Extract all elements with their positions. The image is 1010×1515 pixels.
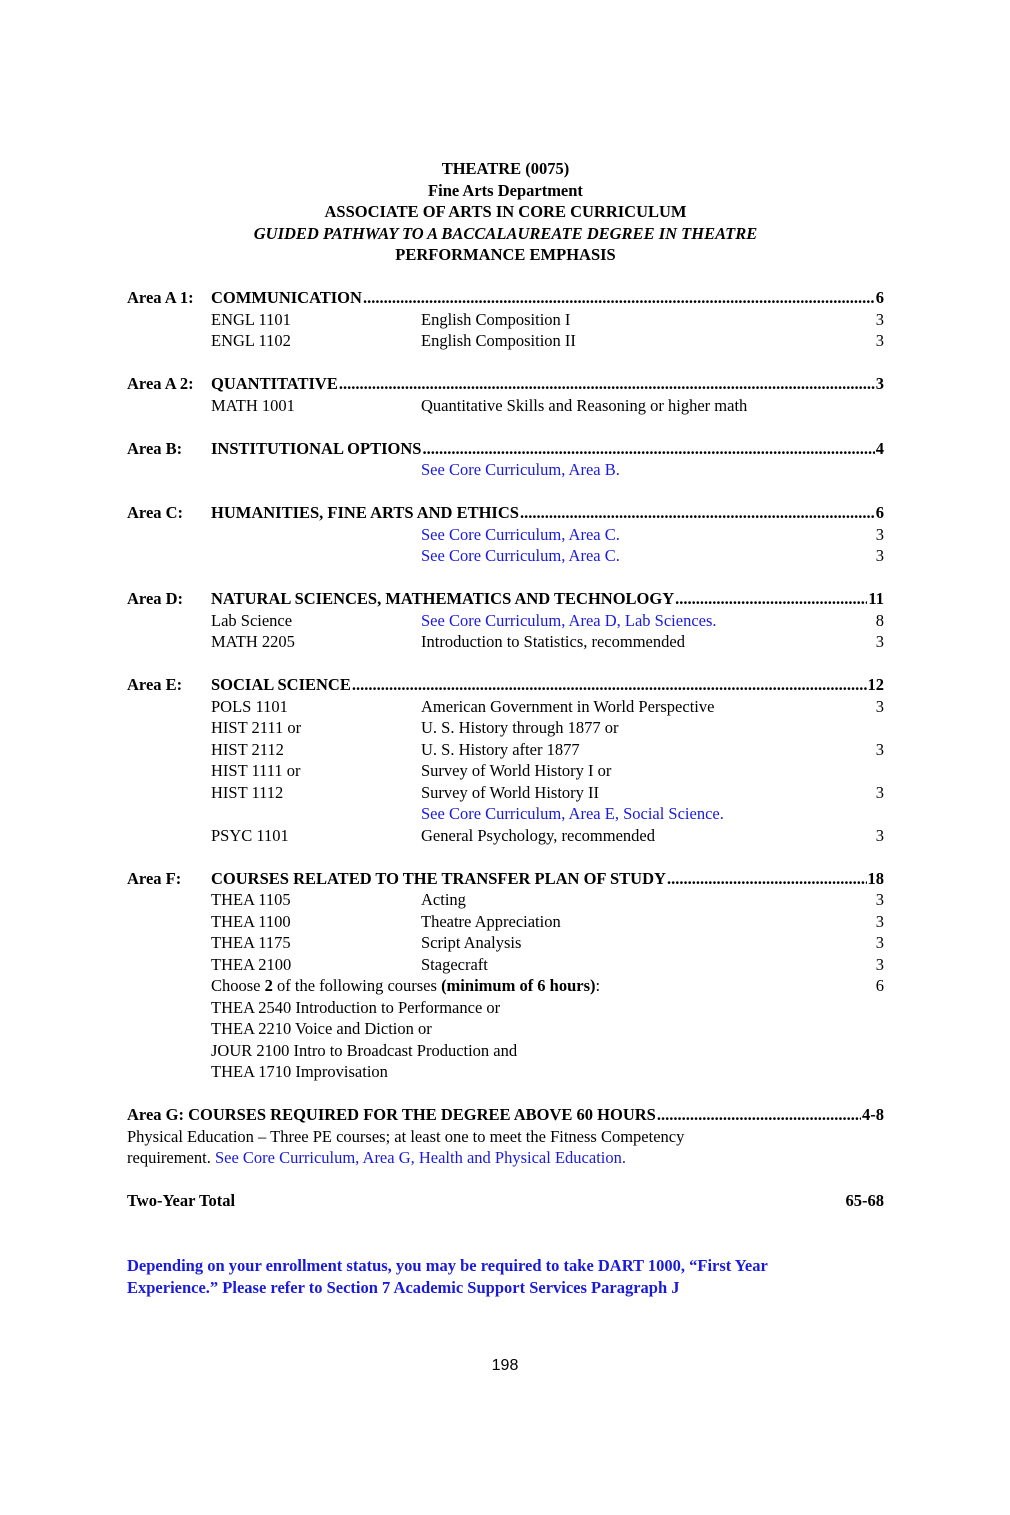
core-curriculum-area-e-link[interactable]: See Core Curriculum, Area E, Social Science. bbox=[421, 804, 724, 823]
area-e-heading: Area E: SOCIAL SCIENCE ..... 12 bbox=[127, 674, 884, 696]
core-curriculum-link-row: See Core Curriculum, Area C. 3 bbox=[421, 524, 884, 544]
area-f-heading: Area F: COURSES RELATED TO THE TRANSFER PLAN OF STUDY ..... 18 bbox=[127, 868, 884, 890]
area-g-heading: Area G: COURSES REQUIRED FOR THE DEGREE ABOVE 60 HOURS ..... 4-8 bbox=[127, 1104, 884, 1126]
area-g-description: Physical Education – Three PE courses; at least one to meet the Fitness Competency bbox=[127, 1126, 685, 1146]
core-curriculum-area-g-link[interactable]: See Core Curriculum, Area G, Health and Physical Education. bbox=[214, 1148, 626, 1167]
option-course: THEA 2210 Voice and Diction or bbox=[211, 1019, 432, 1038]
course-row: ENGL 1102 English Composition II 3 bbox=[211, 331, 884, 350]
header-degree: ASSOCIATE OF ARTS IN CORE CURRICULUM bbox=[324, 202, 687, 221]
course-row: HIST 2111 or U. S. History through 1877 or bbox=[211, 718, 619, 737]
document-header bbox=[127, 158, 884, 266]
option-course: JOUR 2100 Intro to Broadcast Production and bbox=[211, 1040, 518, 1060]
core-curriculum-link-row: See Core Curriculum, Area C. 3 bbox=[421, 546, 884, 565]
area-d-heading: Area D: NATURAL SCIENCES, MATHEMATICS AND TECHNOLOGY ..... 11 bbox=[127, 588, 884, 610]
page-number: 198 bbox=[491, 1357, 519, 1374]
course-row: HIST 1112 Survey of World History II 3 bbox=[211, 782, 884, 802]
course-row: HIST 2112 U. S. History after 1877 3 bbox=[211, 739, 884, 759]
course-row: ENGL 1101 English Composition I 3 bbox=[211, 309, 884, 329]
area-g-requirement: requirement. See Core Curriculum, Area G, Health and Physical Education. bbox=[127, 1148, 626, 1167]
header-emphasis: PERFORMANCE EMPHASIS bbox=[395, 245, 616, 264]
course-row: MATH 1001 Quantitative Skills and Reasoning or higher math bbox=[211, 395, 748, 415]
course-row: POLS 1101 American Government in World Perspective 3 bbox=[211, 696, 884, 716]
header-department: Fine Arts Department bbox=[428, 180, 583, 200]
course-row: PSYC 1101 General Psychology, recommended 3 bbox=[211, 825, 884, 845]
course-row: THEA 1105 Acting 3 bbox=[211, 890, 884, 909]
area-a2-heading: Area A 2: QUANTITATIVE ..... 3 bbox=[127, 373, 884, 395]
core-curriculum-area-d-link[interactable]: See Core Curriculum, Area D, Lab Sciences. bbox=[421, 610, 717, 630]
header-pathway: GUIDED PATHWAY TO A BACCALAUREATE DEGREE IN THEATRE bbox=[253, 223, 758, 243]
choose-courses-row: Choose 2 of the following courses (minimum of 6 hours): 6 bbox=[211, 976, 884, 995]
two-year-total: Two-Year Total 65-68 bbox=[127, 1191, 884, 1210]
course-row: THEA 1175 Script Analysis 3 bbox=[211, 933, 884, 952]
course-row: HIST 1111 or Survey of World History I or bbox=[211, 761, 612, 780]
course-row: THEA 1100 Theatre Appreciation 3 bbox=[211, 911, 884, 931]
course-row: Lab Science See Core Curriculum, Area D, Lab Sciences. 8 bbox=[211, 610, 884, 630]
area-c-heading: Area C: HUMANITIES, FINE ARTS AND ETHICS ..... 6 bbox=[127, 502, 884, 524]
course-row: THEA 2100 Stagecraft 3 bbox=[211, 954, 884, 974]
option-course: THEA 1710 Improvisation bbox=[211, 1062, 388, 1081]
core-curriculum-link-row bbox=[127, 803, 884, 825]
area-a1-heading: Area A 1: COMMUNICATION ..... 6 bbox=[127, 287, 884, 309]
core-curriculum-link-row bbox=[127, 459, 884, 481]
core-curriculum-area-c-link[interactable]: See Core Curriculum, Area C. bbox=[421, 524, 620, 544]
area-b-heading: Area B: INSTITUTIONAL OPTIONS ..... 4 bbox=[127, 438, 884, 460]
course-row: MATH 2205 Introduction to Statistics, recommended 3 bbox=[211, 632, 884, 651]
header-program: THEATRE (0075) bbox=[441, 159, 570, 178]
option-course: THEA 2540 Introduction to Performance or bbox=[211, 997, 501, 1017]
document-page bbox=[127, 158, 884, 1299]
core-curriculum-area-b-link[interactable]: See Core Curriculum, Area B. bbox=[421, 460, 620, 479]
core-curriculum-area-c-link[interactable]: See Core Curriculum, Area C. bbox=[421, 546, 620, 565]
enrollment-note: Depending on your enrollment status, you may be required to take DART 1000, “First Year Experience.” Please refer to Section 7 Academic Support Services Paragraph J bbox=[127, 1255, 768, 1297]
